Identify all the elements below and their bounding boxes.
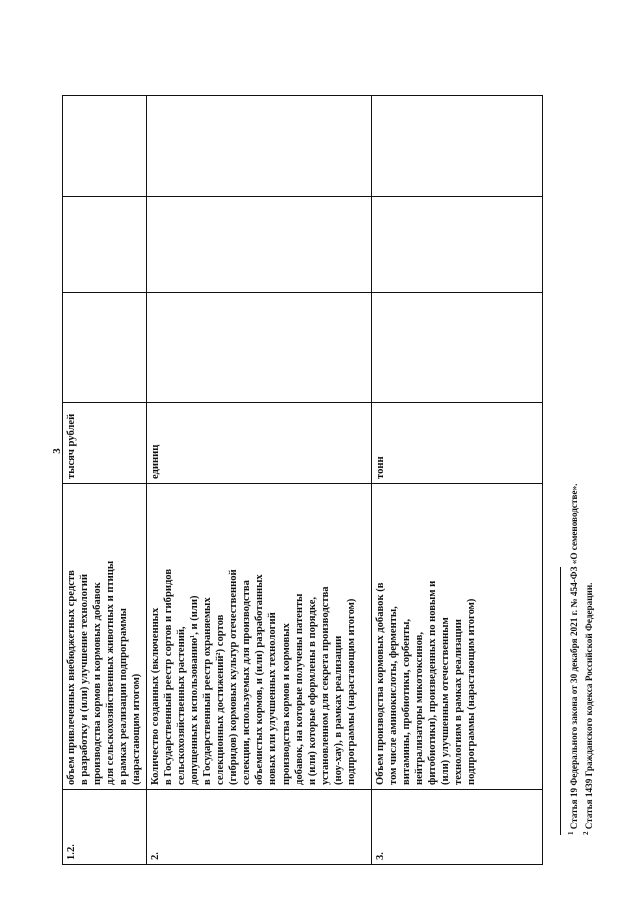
row-number: 3.	[371, 790, 542, 865]
row-number: 2.	[146, 790, 371, 865]
footnote-divider	[560, 567, 561, 835]
row-number: 1.2.	[63, 790, 147, 865]
footnotes	[560, 55, 595, 835]
indicator-name: Количество созданных (включенных в Государственный реестр сортов и гибридов сельскохозяйственных растений, допущенных к использованию¹, и (или) в Государственный реестр охраняемых селекционных достижений²) сортов (гибридов) кормовых культур отечественной селекции, используемых для производства объемистых кормов, и (или) разработанных новых или улучшенных технологий производства кормов и кормовых добавок, на которые получены патенты и (или) которые оформлены в порядке, установленном для секрета производства (ноу-хау), в рамках реализации подпрограммы (нарастающим итогом)	[146, 484, 371, 790]
table-row	[371, 96, 542, 865]
indicator-name: объем привлеченных внебюджетных средств в разработку и (или) улучшение технологий производства кормов и кормовых добавок для сельскохозяйственных животных и птицы в рамках реализации подпрограммы (нарастающим итогом)	[63, 484, 147, 790]
value-cell	[146, 96, 371, 197]
unit-of-measure: единиц	[146, 403, 371, 484]
footnote: $^2$ Статья 1439 Гражданского кодекса Российской Федерации.	[582, 582, 595, 835]
indicators-table	[62, 95, 543, 865]
value-cell	[146, 293, 371, 403]
indicator-name: Объем производства кормовых добавок (в том числе аминокислоты, ферменты, витамины, пробиотики, сорбенты, нейтрализаторы микотоксинов, фитобиотики), произведенных по новым и (или) улучшенным отечественным технологиям в рамках реализации подпрограммы (нарастающим итогом)	[371, 484, 542, 790]
value-cell	[371, 293, 542, 403]
footnote: $^1$ Статья 19 Федерального закона от 30 декабря 2021 г. № 454-ФЗ «О семеноводстве».	[567, 483, 580, 835]
value-cell	[371, 96, 542, 197]
value-cell	[371, 197, 542, 293]
value-cell	[146, 197, 371, 293]
value-cell	[63, 197, 147, 293]
unit-of-measure: тонн	[371, 403, 542, 484]
table-row	[63, 96, 147, 865]
value-cell	[63, 293, 147, 403]
table-row	[146, 96, 371, 865]
value-cell	[63, 96, 147, 197]
unit-of-measure: тысяч рублей	[63, 403, 147, 484]
page-number: 3	[51, 448, 63, 454]
